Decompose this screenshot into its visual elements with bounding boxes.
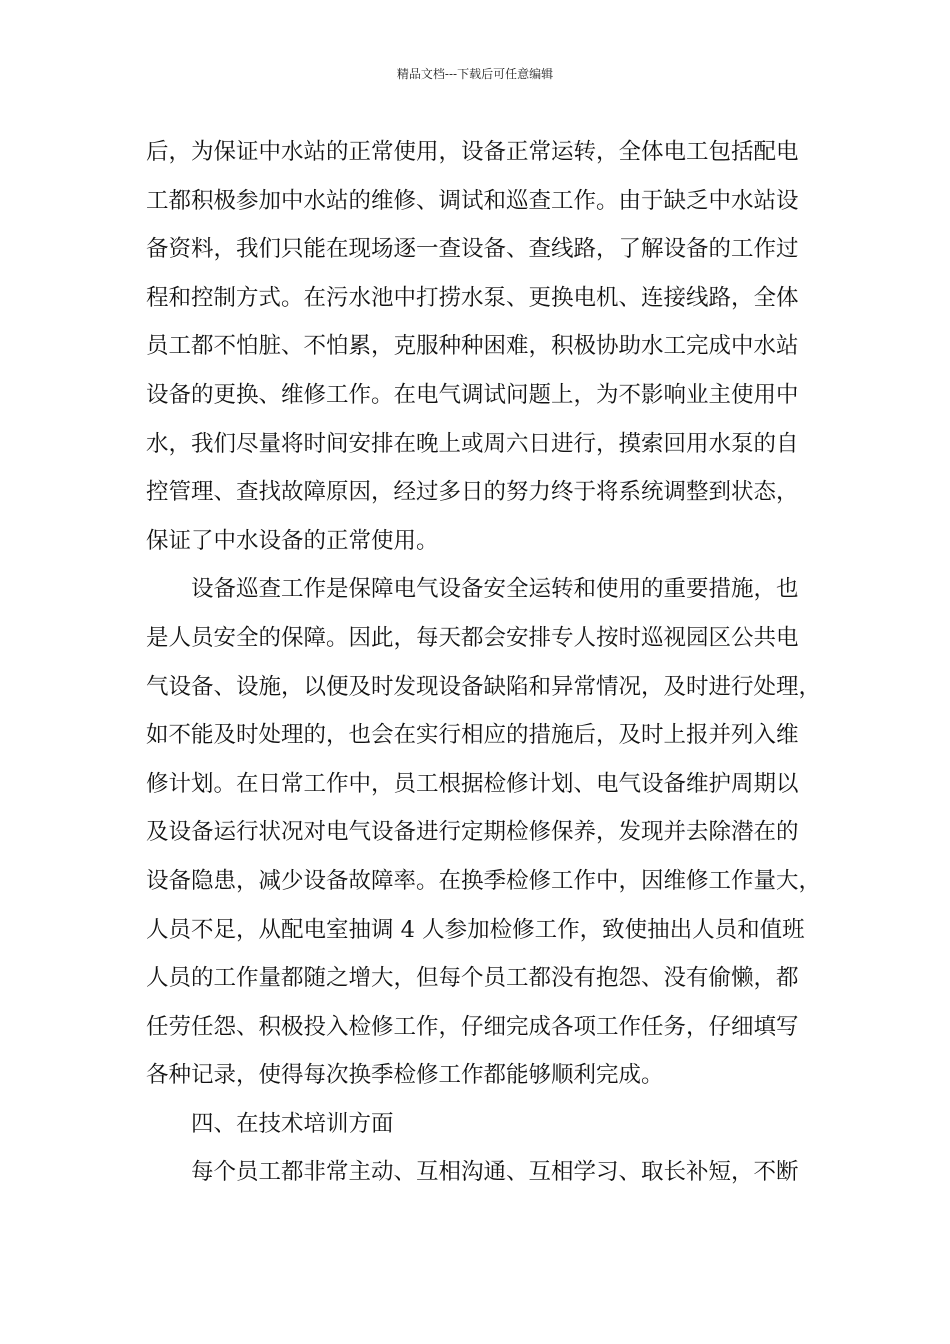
text-line: 备资料，我们只能在现场逐一查设备、查线路，了解设备的工作过 [146,236,799,263]
text-line: 程和控制方式。在污水池中打捞水泵、更换电机、连接线路，全体 [146,284,799,311]
text-line: 气设备、设施，以便及时发现设备缺陷和异常情况，及时进行处理， [146,673,822,700]
text-line: 人员不足，从配电室抽调 4 人参加检修工作，致使抽出人员和值班 [146,916,805,943]
text-line: 后，为保证中水站的正常使用，设备正常运转，全体电工包括配电 [146,139,799,165]
text-line: 每个员工都非常主动、互相沟通、互相学习、取长补短，不断 [191,1159,799,1186]
document-body [146,128,826,1197]
text-line: 设备隐患，减少设备故障率。在换季检修工作中，因维修工作量大， [146,867,822,894]
text-line: 修计划。在日常工作中，员工根据检修计划、电气设备维护周期以 [146,770,799,797]
text-line: 人员的工作量都随之增大，但每个员工都没有抱怨、没有偷懒，都 [146,965,799,992]
text-line: 控管理、查找故障原因，经过多日的努力终于将系统调整到状态， [146,479,799,506]
text-line: 任劳任怨、积极投入检修工作，仔细完成各项工作任务，仔细填写 [146,1013,799,1040]
text-line: 员工都不怕脏、不怕累，克服种种困难，积极协助水工完成中水站 [146,333,799,360]
text-line: 保证了中水设备的正常使用。 [146,527,439,554]
text-line: 设备的更换、维修工作。在电气调试问题上，为不影响业主使用中 [146,381,799,408]
text-line: 各种记录，使得每次换季检修工作都能够顺利完成。 [146,1062,664,1089]
section-heading: 四、在技术培训方面 [191,1110,394,1137]
text-line: 设备巡查工作是保障电气设备安全运转和使用的重要措施，也 [191,576,799,603]
text-line: 及设备运行状况对电气设备进行定期检修保养，发现并去除潜在的 [146,819,799,846]
text-line: 如不能及时处理的，也会在实行相应的措施后，及时上报并列入维 [146,722,799,749]
page-header: 精品文档---下载后可任意编辑 [396,67,554,81]
text-line: 是人员安全的保障。因此，每天都会安排专人按时巡视园区公共电 [146,624,799,651]
text-line: 水，我们尽量将时间安排在晚上或周六日进行，摸索回用水泵的自 [146,430,799,457]
text-line: 工都积极参加中水站的维修、调试和巡查工作。由于缺乏中水站设 [146,187,799,214]
